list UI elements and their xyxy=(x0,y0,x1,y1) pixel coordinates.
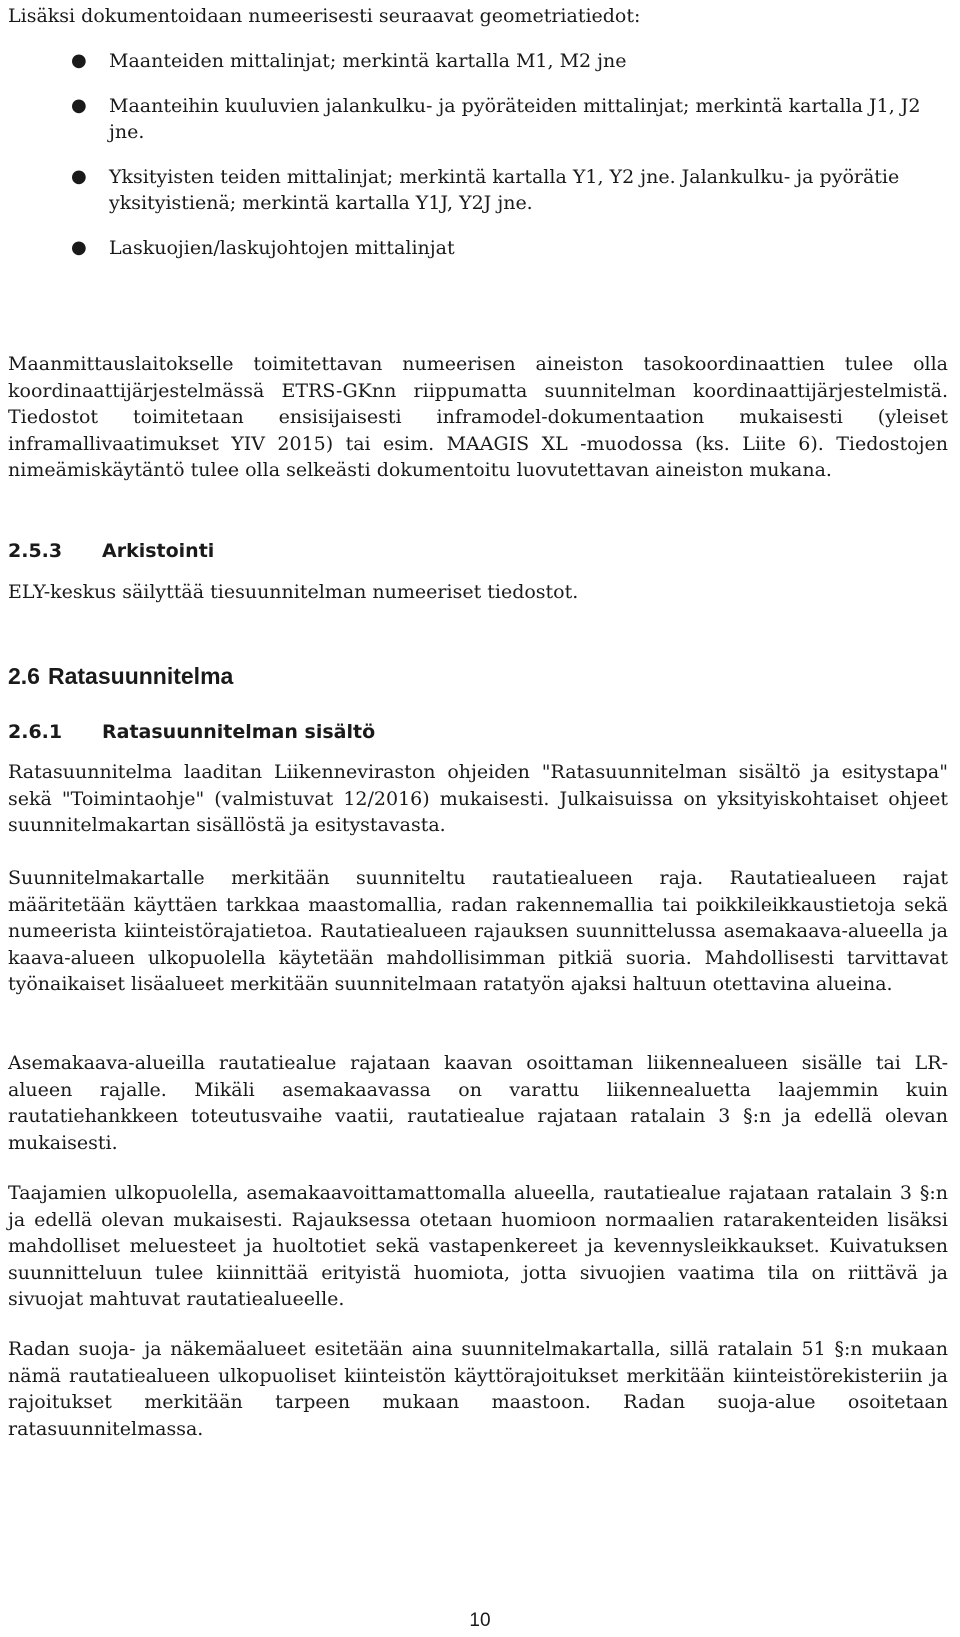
section-heading-ratasuunnitelma xyxy=(8,663,233,690)
archive-paragraph: ELY-keskus säilyttää tiesuunnitelman numeeriset tiedostot. xyxy=(8,581,579,603)
list-item-text: Maanteiden mittalinjat; merkintä kartalla M1, M2 jne xyxy=(109,50,627,72)
section-title: Ratasuunnitelman sisältö xyxy=(102,721,376,743)
list-item xyxy=(8,48,948,74)
bullet-icon: ● xyxy=(71,166,87,187)
section-number: 2.5.3 xyxy=(8,540,63,562)
list-item-text: Laskuojien/laskujohtojen mittalinjat xyxy=(109,237,455,259)
body-paragraph-5: Radan suoja- ja näkemäalueet esitetään aina suunnitelmakartalla, sillä ratalain 51 §:n mukaan nämä rautatiealueen ulkopuoliset kiinteistön käyttörajoitukset merkitään kiinteistörekisteriin ja rajoitukset merkitään tarpeen mukaan maastoon. Radan suoja-alue osoitetaan ratasuunnitelmassa. xyxy=(8,1338,948,1440)
geometry-list xyxy=(8,48,948,280)
section-heading-sisalto xyxy=(8,721,375,743)
section-number: 2.6 xyxy=(8,663,40,689)
list-item xyxy=(8,93,948,145)
coordinates-paragraph: Maanmittauslaitokselle toimitettavan numeerisen aineiston tasokoordinaattien tulee olla koordinaattijärjestelmässä ETRS-GKnn riippumatta suunnitelman koordinaattijärjestelmistä. Tiedostot toimitetaan ensisijaisesti inframodel-dokumentaation mukaisesti (yleiset inframallivaatimukset YIV 2015) tai esim. MAAGIS XL -muodossa (ks. Liite 6). Tiedostojen nimeämiskäytäntö tulee olla selkeästi dokumentoitu luovutettavan aineiston mukana. xyxy=(8,353,948,481)
list-item-text: Yksityisten teiden mittalinjat; merkintä kartalla Y1, Y2 jne. Jalankulku- ja pyörätie yksityistienä; merkintä kartalla Y1J, Y2J jne. xyxy=(109,166,900,214)
intro-text: Lisäksi dokumentoidaan numeerisesti seuraavat geometriatiedot: xyxy=(8,5,641,27)
body-paragraph-4: Taajamien ulkopuolella, asemakaavoittamattomalla alueella, rautatiealue rajataan ratalain 3 §:n ja edellä olevan mukaisesti. Rajauksessa otetaan huomioon normaalien ratarakenteiden lisäksi mahdolliset meluesteet ja huoltotiet sekä vastapenkereet ja kevennysleikkaukset. Kuivatuksen suunnitteluun tulee kiinnittää erityistä huomiota, jotta sivuojien vaatima tila on riittävä ja sivuojat mahtuvat rautatiealueelle. xyxy=(8,1182,948,1310)
list-item xyxy=(8,235,948,261)
section-number: 2.6.1 xyxy=(8,721,63,743)
section-heading-arkistointi xyxy=(8,540,214,562)
list-item-text: Maanteihin kuuluvien jalankulku- ja pyöräteiden mittalinjat; merkintä kartalla J1, J2 jne. xyxy=(109,95,921,143)
bullet-icon: ● xyxy=(71,50,87,71)
body-paragraph-3: Asemakaava-alueilla rautatiealue rajataan kaavan osoittaman liikennealueen sisälle tai LR-alueen rajalle. Mikäli asemakaavassa on varattu liikennealuetta laajemmin kuin rautatiehankkeen toteutusvaihe vaatii, rautatiealue rajataan ratalain 3 §:n ja edellä olevan mukaisesti. xyxy=(8,1052,948,1154)
list-item xyxy=(8,164,948,216)
bullet-icon: ● xyxy=(71,237,87,258)
bullet-icon: ● xyxy=(71,95,87,116)
body-paragraph-2: Suunnitelmakartalle merkitään suunniteltu rautatiealueen raja. Rautatiealueen rajat määritetään käyttäen tarkkaa maastomallia, radan rakennemallia tai poikkileikkaustietoja sekä numeerista kiinteistörajatietoa. Rautatiealueen rajauksen suunnittelussa asemakaava-alueella ja kaava-alueen ulkopuolella käytetään mahdollisimman pitkiä suoria. Mahdollisesti tarvittavat työnaikaiset lisäalueet merkitään suunnitelmaan ratatyön ajaksi haltuun otettavina alueina. xyxy=(8,867,948,995)
page-number: 10 xyxy=(469,1610,491,1631)
body-paragraph-1: Ratasuunnitelma laaditan Liikenneviraston ohjeiden "Ratasuunnitelman sisältö ja esitystapa" sekä "Toimintaohje" (valmistuvat 12/2016) mukaisesti. Julkaisuissa on yksityiskohtaiset ohjeet suunnitelmakartan sisällöstä ja esitystavasta. xyxy=(8,761,948,836)
section-title: Ratasuunnitelma xyxy=(48,663,234,689)
section-title: Arkistointi xyxy=(102,540,215,562)
